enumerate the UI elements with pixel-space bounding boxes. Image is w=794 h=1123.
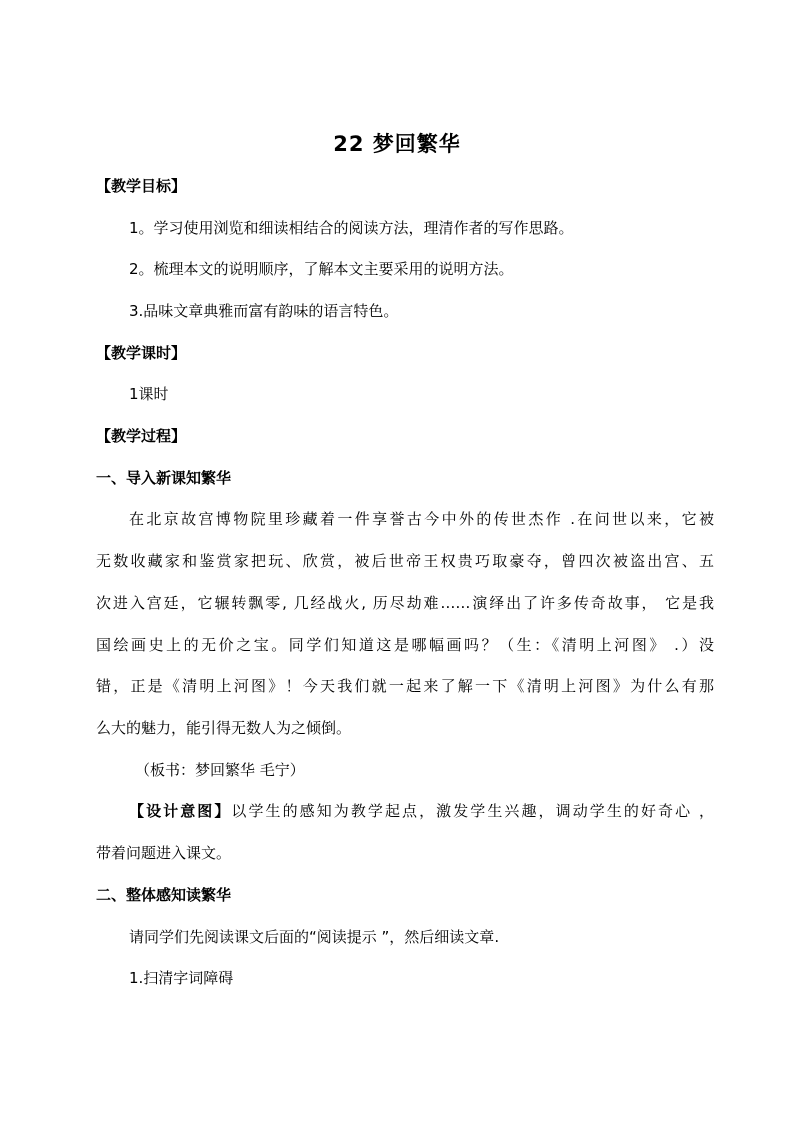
page-title: 22 梦回繁华 <box>333 132 461 156</box>
part1-paragraph-line-3: 次进入宫廷，它辗转飘零, 几经战火, 历尽劫难……演绎出了许多传奇故事， 它是我 <box>96 594 714 612</box>
hours-value: 1课时 <box>129 385 169 403</box>
objectives-heading: 【教学目标】 <box>96 177 187 195</box>
part1-paragraph-line-2: 无数收藏家和鉴赏家把玩、欣赏，被后世帝王权贵巧取豪夺，曾四次被盗出宫、五 <box>96 552 714 570</box>
objective-item-3: 3.品味文章典雅而富有韵味的语言特色。 <box>129 302 399 320</box>
part1-paragraph-line-5: 错，正是《清明上河图》！今天我们就一起来了解一下《清明上河图》为什么有那 <box>96 677 714 695</box>
process-heading: 【教学过程】 <box>96 427 187 445</box>
part1-paragraph-line-6: 么大的魅力，能引得无数人为之倾倒。 <box>96 719 352 737</box>
design-intent-text: 以学生的感知为教学起点，激发学生兴趣，调动学生的好奇心 ， <box>231 802 714 820</box>
objective-item-1: 1。学习使用浏览和细读相结合的阅读方法，理清作者的写作思路。 <box>129 219 574 237</box>
part2-intro: 请同学们先阅读课文后面的“阅读提示 ”，然后细读文章. <box>129 928 500 946</box>
part1-heading: 一、导入新课知繁华 <box>96 469 232 487</box>
part2-step-1: 1.扫清字词障碍 <box>129 969 234 987</box>
design-intent-line-1 <box>129 799 714 823</box>
design-intent-label: 【设计意图】 <box>129 802 232 820</box>
board-note: （板书：梦回繁华 毛宁） <box>135 761 305 779</box>
hours-heading: 【教学课时】 <box>96 344 187 362</box>
objective-item-2: 2。梳理本文的说明顺序，了解本文主要采用的说明方法。 <box>129 260 514 278</box>
part1-paragraph-line-1: 在北京故宫博物院里珍藏着一件享誉古今中外的传世杰作 .在问世以来，它被 <box>129 510 714 528</box>
design-intent-line-2: 带着问题进入课文。 <box>96 844 232 862</box>
part1-paragraph-line-4: 国绘画史上的无价之宝。同学们知道这是哪幅画吗？（生：《清明上河图》 .）没 <box>96 636 714 654</box>
part2-heading: 二、整体感知读繁华 <box>96 886 232 904</box>
